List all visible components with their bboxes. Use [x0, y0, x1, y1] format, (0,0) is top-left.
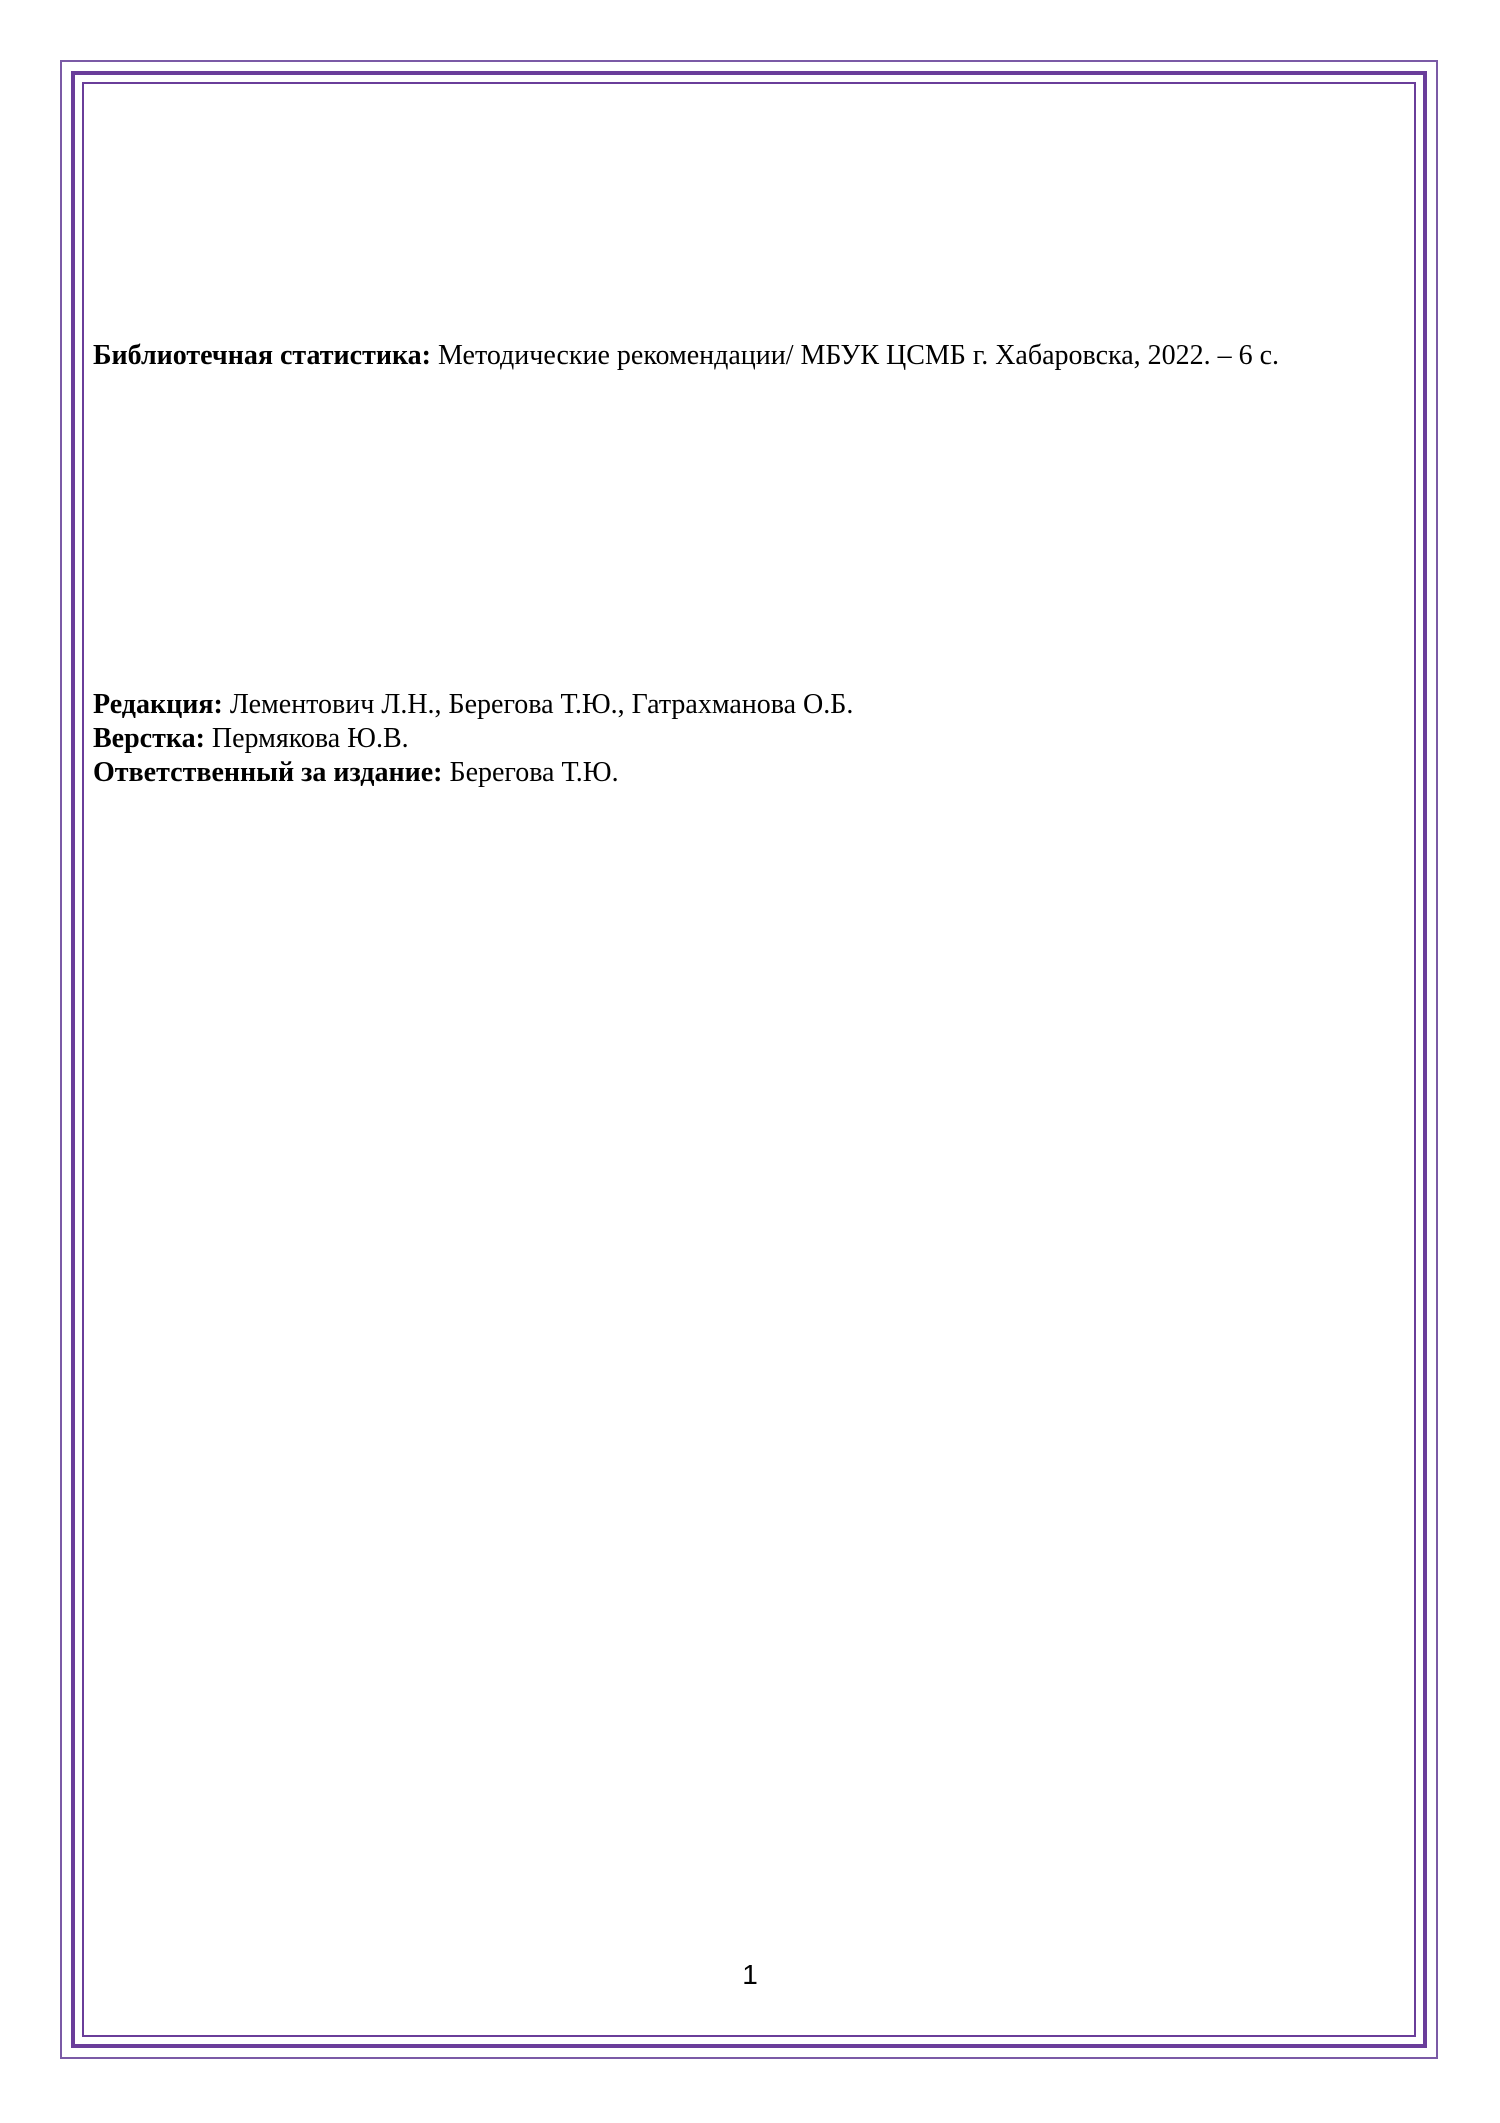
- credits-block: [93, 688, 853, 790]
- credit-editing: [93, 688, 853, 722]
- citation-title: Библиотечная статистика:: [93, 340, 432, 371]
- credit-responsible: [93, 756, 853, 790]
- credit-editing-label: Редакция:: [93, 689, 223, 720]
- page-number: 1: [742, 1959, 758, 1990]
- credit-layout: [93, 722, 853, 756]
- credit-layout-value: Пермякова Ю.В.: [204, 723, 409, 754]
- credit-layout-label: Верстка:: [93, 723, 205, 754]
- citation-line: [93, 338, 1279, 374]
- credit-responsible-label: Ответственный за издание:: [93, 757, 443, 788]
- credit-editing-value: Лементович Л.Н., Берегова Т.Ю., Гатрахманова О.Б.: [222, 689, 854, 720]
- page-border-inner: [82, 82, 1416, 2037]
- citation-text: Методические рекомендации/ МБУК ЦСМБ г. Хабаровска, 2022. – 6 с.: [431, 340, 1280, 371]
- credit-responsible-value: Берегова Т.Ю.: [442, 757, 619, 788]
